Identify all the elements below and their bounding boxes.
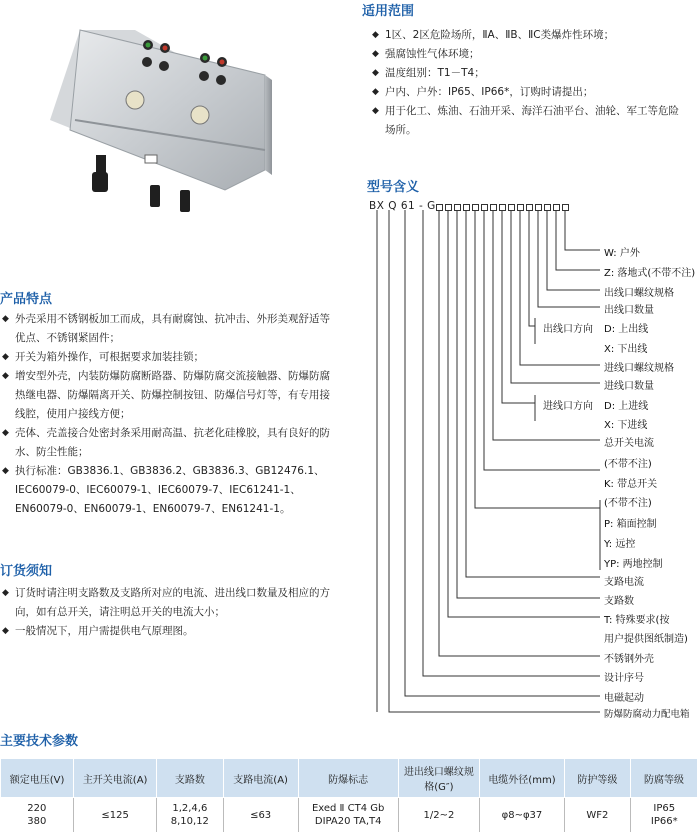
product-image: [40, 0, 300, 235]
table-cell: 1/2~2: [398, 798, 480, 832]
list-item: ◆ 开关为箱外操作，可根据要求加装挂锁；: [2, 348, 332, 367]
list-item: ◆ 壳体、壳盖接合处密封条采用耐高温、抗老化硅橡胶，具有良好的防水、防尘性能；: [2, 424, 332, 462]
model-label: Y: 远控: [604, 535, 635, 550]
table-row: [1, 798, 698, 832]
table-header: 防爆标志: [298, 759, 398, 798]
specs-title: 主要技术参数: [0, 730, 78, 749]
list-item: ◆ 用于化工、炼油、石油开采、海洋石油平台、油轮、军工等危险场所。: [372, 102, 682, 140]
model-label: 支路数: [604, 592, 634, 607]
model-label: YP: 两地控制: [604, 555, 663, 570]
order-list: [2, 584, 332, 641]
table-cell: φ8~φ37: [480, 798, 564, 832]
model-title: 型号含义: [367, 176, 419, 195]
table-cell: ≤125: [74, 798, 157, 832]
list-item: ◆ 外壳采用不锈钢板加工而成，具有耐腐蚀、抗冲击、外形美观舒适等优点、不锈钢紧固件；: [2, 310, 332, 348]
list-item: ◆ 温度组别：T1－T4；: [372, 64, 682, 83]
table-header: 主开关电流(A): [74, 759, 157, 798]
table-header: 电缆外径(mm): [480, 759, 564, 798]
list-item: ◆ 执行标准：GB3836.1、GB3836.2、GB3836.3、GB12476.1、IEC60079-0、IEC60079-1、IEC60079-7、IEC61241-1、EN60079-0、EN60079-1、EN60079-7、EN61241-1。: [2, 462, 332, 519]
model-label: X: 下出线: [604, 340, 647, 355]
scope-title: 适用范围: [362, 0, 414, 19]
table-cell: Exed Ⅱ CT4 Gb DIPA20 TA,T4: [298, 798, 398, 832]
model-label: T: 特殊要求(按: [604, 611, 669, 626]
model-code: BX Q 61 - G: [369, 200, 436, 212]
table-header: 防护等级: [564, 759, 630, 798]
order-title: 订货须知: [0, 560, 52, 579]
model-label: 进线口数量: [604, 377, 654, 392]
features-list: [2, 310, 332, 519]
table-header: 支路数: [157, 759, 223, 798]
model-label: 支路电流: [604, 573, 644, 588]
model-label: Z: 落地式(不带不注): [604, 264, 695, 279]
list-item: ◆ 订货时请注明支路数及支路所对应的电流、进出线口数量及相应的方向，如有总开关，请注明总开关的电流大小；: [2, 584, 332, 622]
model-label: 电磁起动: [604, 689, 644, 704]
table-cell: WF2: [564, 798, 630, 832]
table-cell: 1,2,4,6 8,10,12: [157, 798, 223, 832]
model-label: D: 上进线: [604, 397, 648, 412]
model-label: D: 上出线: [604, 320, 648, 335]
list-item: ◆ 强腐蚀性气体环境；: [372, 45, 682, 64]
specs-table: [0, 758, 698, 832]
list-item: ◆ 户内、户外：IP65、IP66*，订购时请提出；: [372, 83, 682, 102]
model-label: 不锈钢外壳: [604, 650, 654, 665]
table-header: 进出线口螺纹规格(G″): [398, 759, 480, 798]
model-label: 用户提供图纸制造): [604, 630, 688, 645]
features-title: 产品特点: [0, 288, 52, 307]
list-item: ◆ 一般情况下，用户需提供电气原理图。: [2, 622, 332, 641]
model-label: P: 箱面控制: [604, 515, 657, 530]
table-header: 支路电流(A): [223, 759, 298, 798]
model-label: W: 户外: [604, 244, 640, 259]
model-label: 进线口方向: [543, 397, 593, 412]
model-label: X: 下进线: [604, 416, 647, 431]
model-bracket-lines: [365, 210, 605, 720]
table-header-row: [1, 759, 698, 798]
table-header: 防腐等级: [631, 759, 698, 798]
model-label: K: 带总开关: [604, 475, 657, 490]
model-label: 进线口螺纹规格: [604, 359, 674, 374]
model-label: 设计序号: [604, 669, 644, 684]
model-label: (不带不注): [604, 494, 652, 509]
table-cell: ≤63: [223, 798, 298, 832]
table-cell: IP65 IP66*: [631, 798, 698, 832]
model-label: 出线口螺纹规格: [604, 284, 674, 299]
model-label: 出线口方向: [543, 320, 593, 335]
list-item: ◆ 1区、2区危险场所，ⅡA、ⅡB、ⅡC类爆炸性环境；: [372, 26, 682, 45]
list-item: ◆ 增安型外壳，内装防爆防腐断路器、防爆防腐交流接触器、防爆防腐热继电器、防爆隔离开关、防爆控制按钮、防爆信号灯等，有专用接线腔，使用户接线方便；: [2, 367, 332, 424]
table-cell: 220 380: [1, 798, 74, 832]
model-label: (不带不注): [604, 455, 652, 470]
table-header: 额定电压(V): [1, 759, 74, 798]
model-label: 总开关电流: [604, 434, 654, 449]
model-label: 出线口数量: [604, 301, 654, 316]
model-label: 防爆防腐动力配电箱: [604, 706, 690, 720]
scope-list: [372, 26, 682, 140]
